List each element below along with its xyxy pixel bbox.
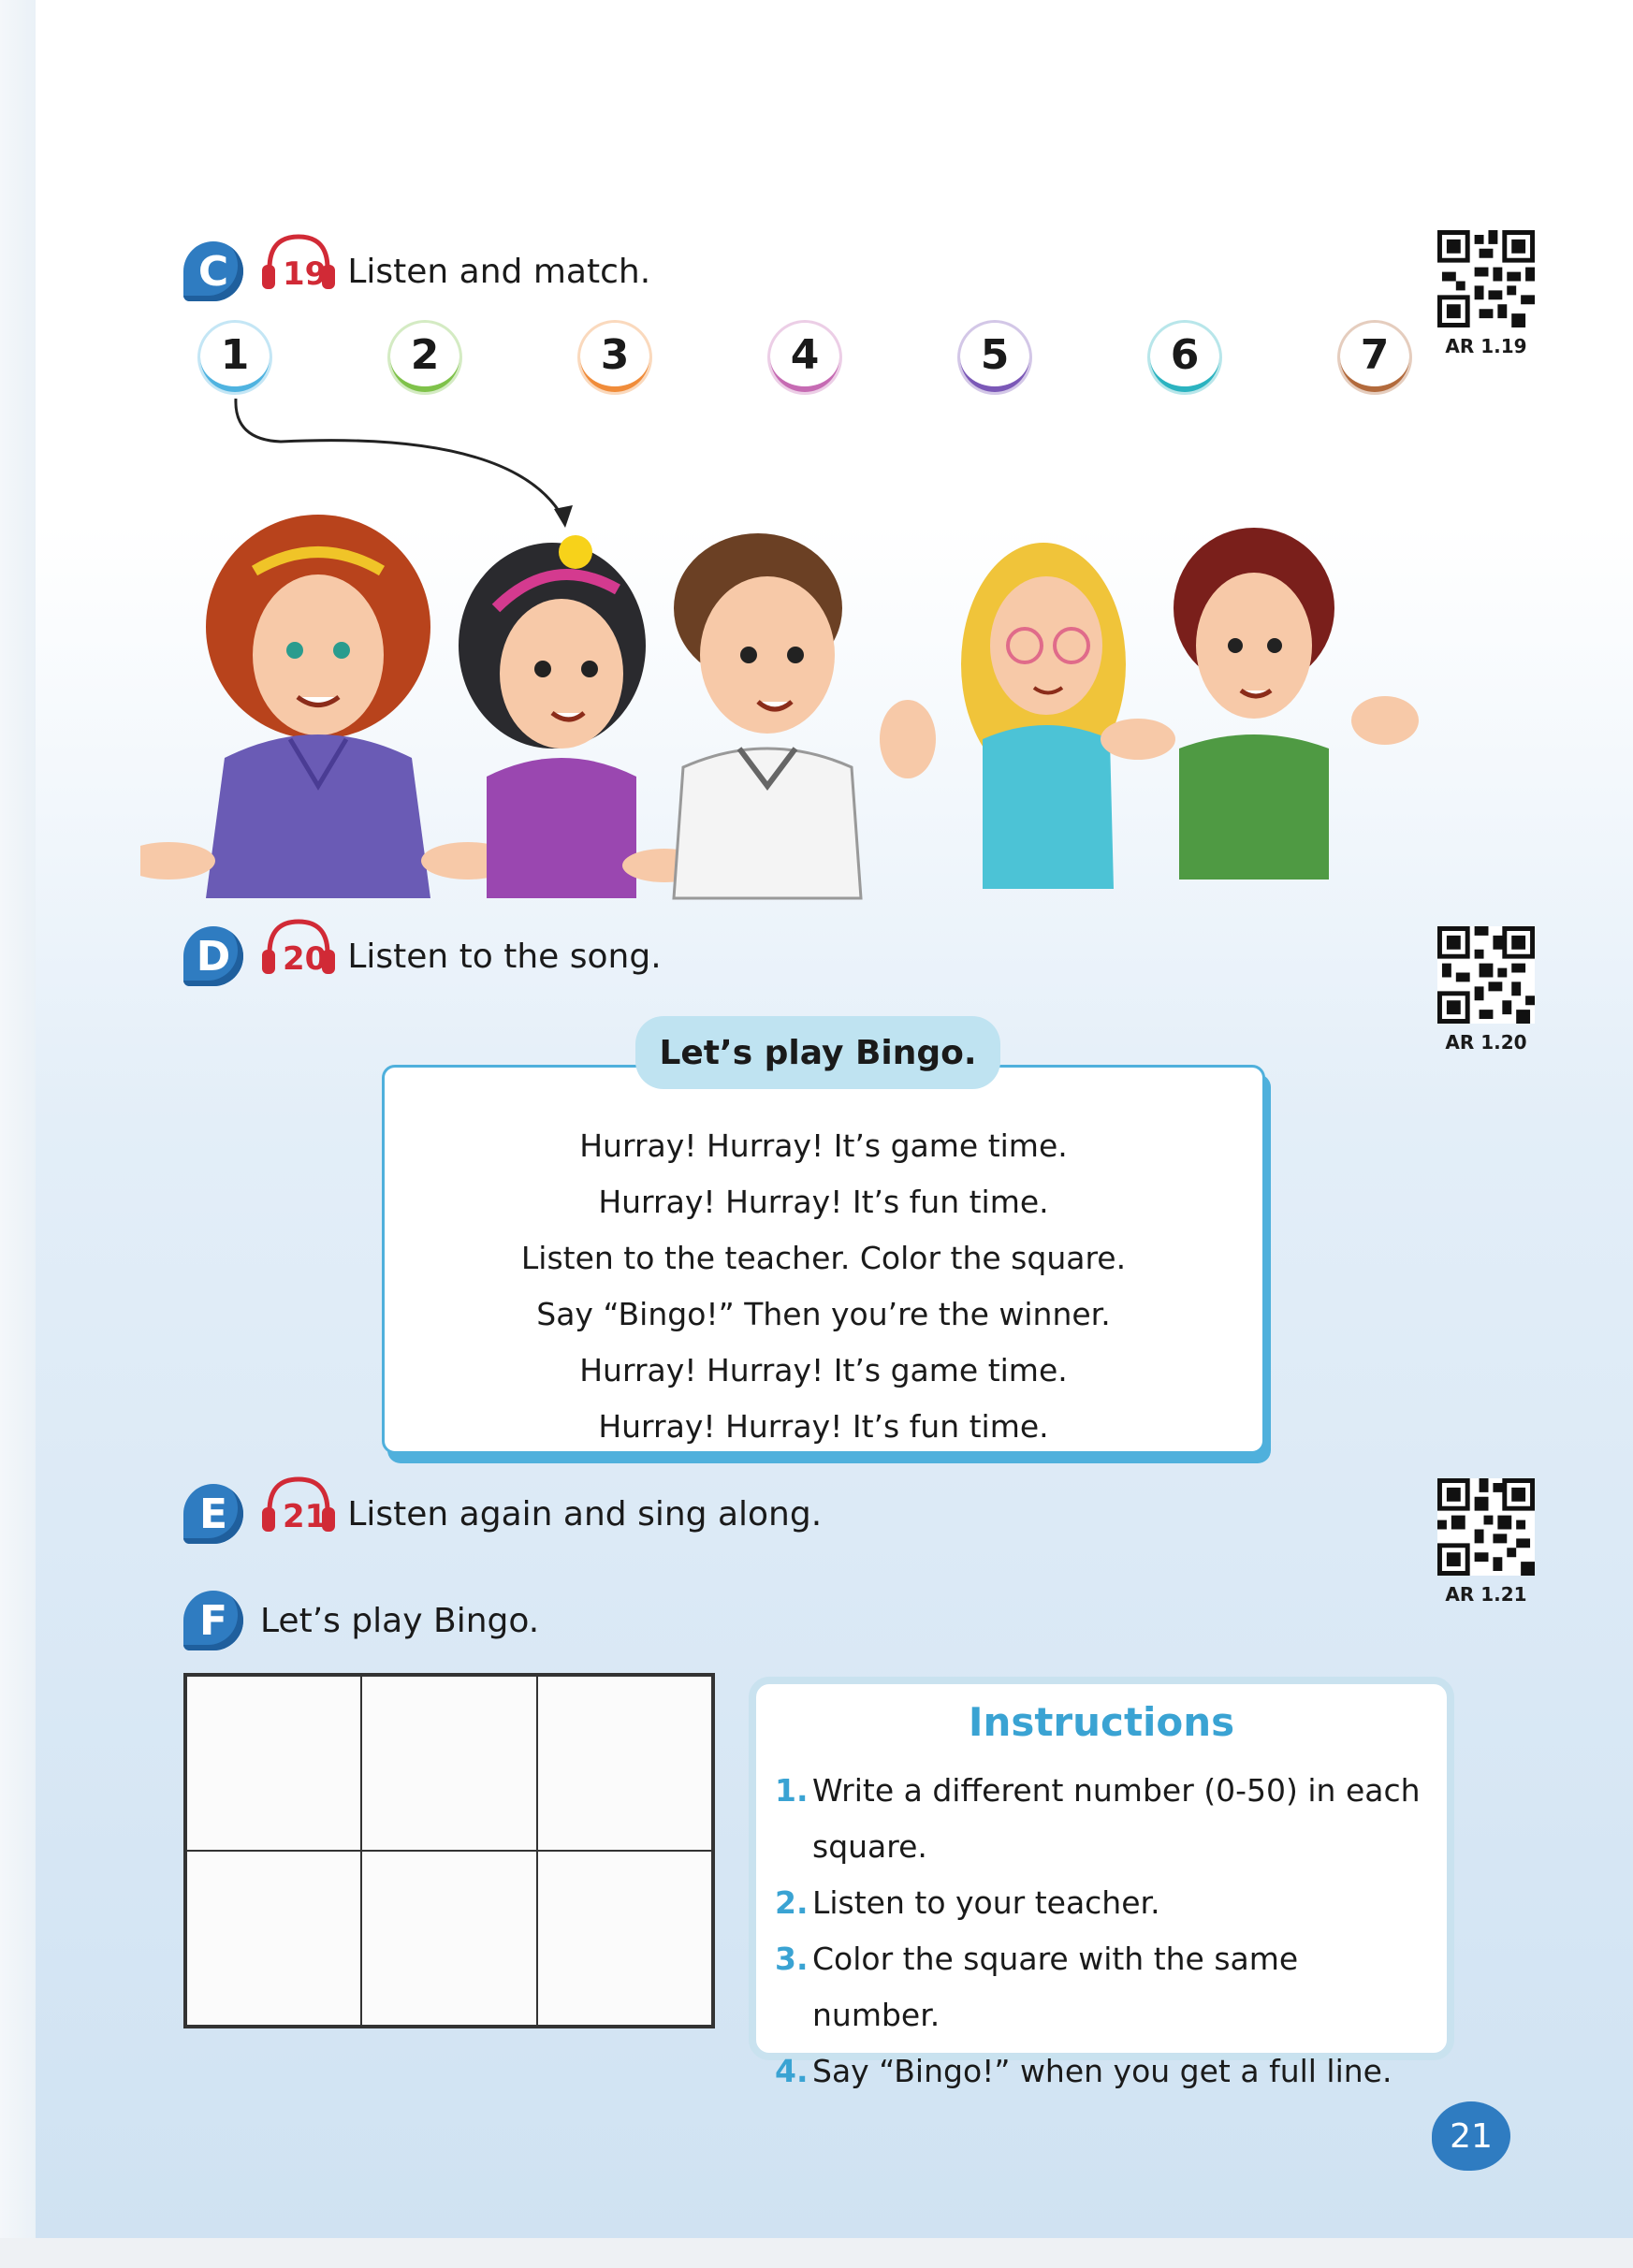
- song-line: Hurray! Hurray! It’s game time.: [579, 1352, 1068, 1388]
- child-4-figure: [961, 543, 1126, 889]
- section-d-header: [183, 926, 662, 986]
- song-line: Hurray! Hurray! It’s fun time.: [598, 1184, 1049, 1220]
- instructions-title: Instructions: [968, 1699, 1235, 1745]
- section-d-instruction: Listen to the song.: [347, 937, 662, 976]
- page-edge: [0, 0, 36, 2268]
- section-c-header: [183, 241, 650, 301]
- qr-caption: AR 1.20: [1445, 1031, 1527, 1054]
- qr-code-1-21[interactable]: [1437, 1478, 1535, 1606]
- child-3-figure: [674, 533, 936, 898]
- section-letter-e: E: [183, 1484, 243, 1544]
- track-number: 19: [283, 255, 328, 293]
- bingo-square[interactable]: [186, 1851, 361, 2026]
- instruction-number: 2.: [775, 1884, 809, 1921]
- section-f-instruction: Let’s play Bingo.: [260, 1601, 540, 1640]
- number-circle-2[interactable]: 2: [390, 323, 459, 392]
- number-circle-4[interactable]: 4: [770, 323, 839, 392]
- qr-code-icon: [1437, 230, 1535, 327]
- page-number: 21: [1432, 2101, 1510, 2171]
- child-5-figure: [1101, 528, 1419, 880]
- song-line: Hurray! Hurray! It’s fun time.: [598, 1408, 1049, 1445]
- qr-caption: AR 1.21: [1445, 1583, 1527, 1606]
- song-line: Say “Bingo!” Then you’re the winner.: [536, 1296, 1111, 1332]
- bingo-square[interactable]: [186, 1676, 361, 1851]
- number-circle-3[interactable]: 3: [580, 323, 649, 392]
- section-e-instruction: Listen again and sing along.: [347, 1494, 823, 1534]
- song-lyrics: [385, 1118, 1262, 1455]
- instruction-number: 1.: [775, 1772, 809, 1809]
- number-circle-6[interactable]: 6: [1150, 323, 1219, 392]
- instructions-card: [749, 1677, 1454, 2089]
- track-number: 21: [283, 1498, 328, 1535]
- song-line: Hurray! Hurray! It’s game time.: [579, 1127, 1068, 1164]
- children-illustration: [140, 505, 1488, 917]
- instruction-item: [775, 2043, 1430, 2100]
- section-letter-d: D: [183, 926, 243, 986]
- qr-code-1-19[interactable]: [1437, 230, 1535, 357]
- song-card: [382, 1033, 1265, 1454]
- instruction-number: 3.: [775, 1941, 809, 1977]
- instruction-item: [775, 1763, 1430, 1875]
- section-f-header: [183, 1591, 539, 1650]
- bingo-square[interactable]: [361, 1851, 536, 2026]
- instruction-text: Write a different number (0-50) in each square.: [812, 1772, 1421, 1865]
- instruction-text: Say “Bingo!” when you get a full line.: [812, 2053, 1392, 2089]
- number-row: [197, 323, 1432, 398]
- bingo-square[interactable]: [537, 1851, 712, 2026]
- instruction-text: Color the square with the same number.: [812, 1941, 1299, 2033]
- qr-caption: AR 1.19: [1445, 335, 1527, 357]
- song-line: Listen to the teacher. Color the square.: [520, 1240, 1127, 1276]
- qr-code-icon: [1437, 926, 1535, 1024]
- audio-track-20[interactable]: [256, 929, 327, 983]
- instruction-text: Listen to your teacher.: [812, 1884, 1160, 1921]
- number-circle-7[interactable]: 7: [1340, 323, 1409, 392]
- number-circle-1[interactable]: 1: [200, 323, 270, 392]
- bingo-square[interactable]: [361, 1676, 536, 1851]
- bingo-square[interactable]: [537, 1676, 712, 1851]
- qr-code-1-20[interactable]: [1437, 926, 1535, 1054]
- section-letter-f: F: [183, 1591, 243, 1650]
- instruction-item: [775, 1875, 1430, 1931]
- section-e-header: [183, 1484, 822, 1544]
- child-1-figure: [140, 515, 515, 898]
- track-number: 20: [283, 940, 328, 978]
- audio-track-21[interactable]: [256, 1487, 327, 1541]
- audio-track-19[interactable]: [256, 244, 327, 298]
- page-bottom-edge: [0, 2238, 1633, 2268]
- qr-code-icon: [1437, 1478, 1535, 1576]
- child-2-figure: [459, 535, 707, 898]
- bingo-grid: [183, 1673, 715, 2028]
- number-circle-5[interactable]: 5: [960, 323, 1029, 392]
- song-title: Let’s play Bingo.: [635, 1016, 1000, 1089]
- instruction-item: [775, 1931, 1430, 2043]
- section-c-instruction: Listen and match.: [347, 252, 651, 291]
- instruction-number: 4.: [775, 2053, 809, 2089]
- instructions-list: [775, 1763, 1430, 2100]
- section-letter-c: C: [183, 241, 243, 301]
